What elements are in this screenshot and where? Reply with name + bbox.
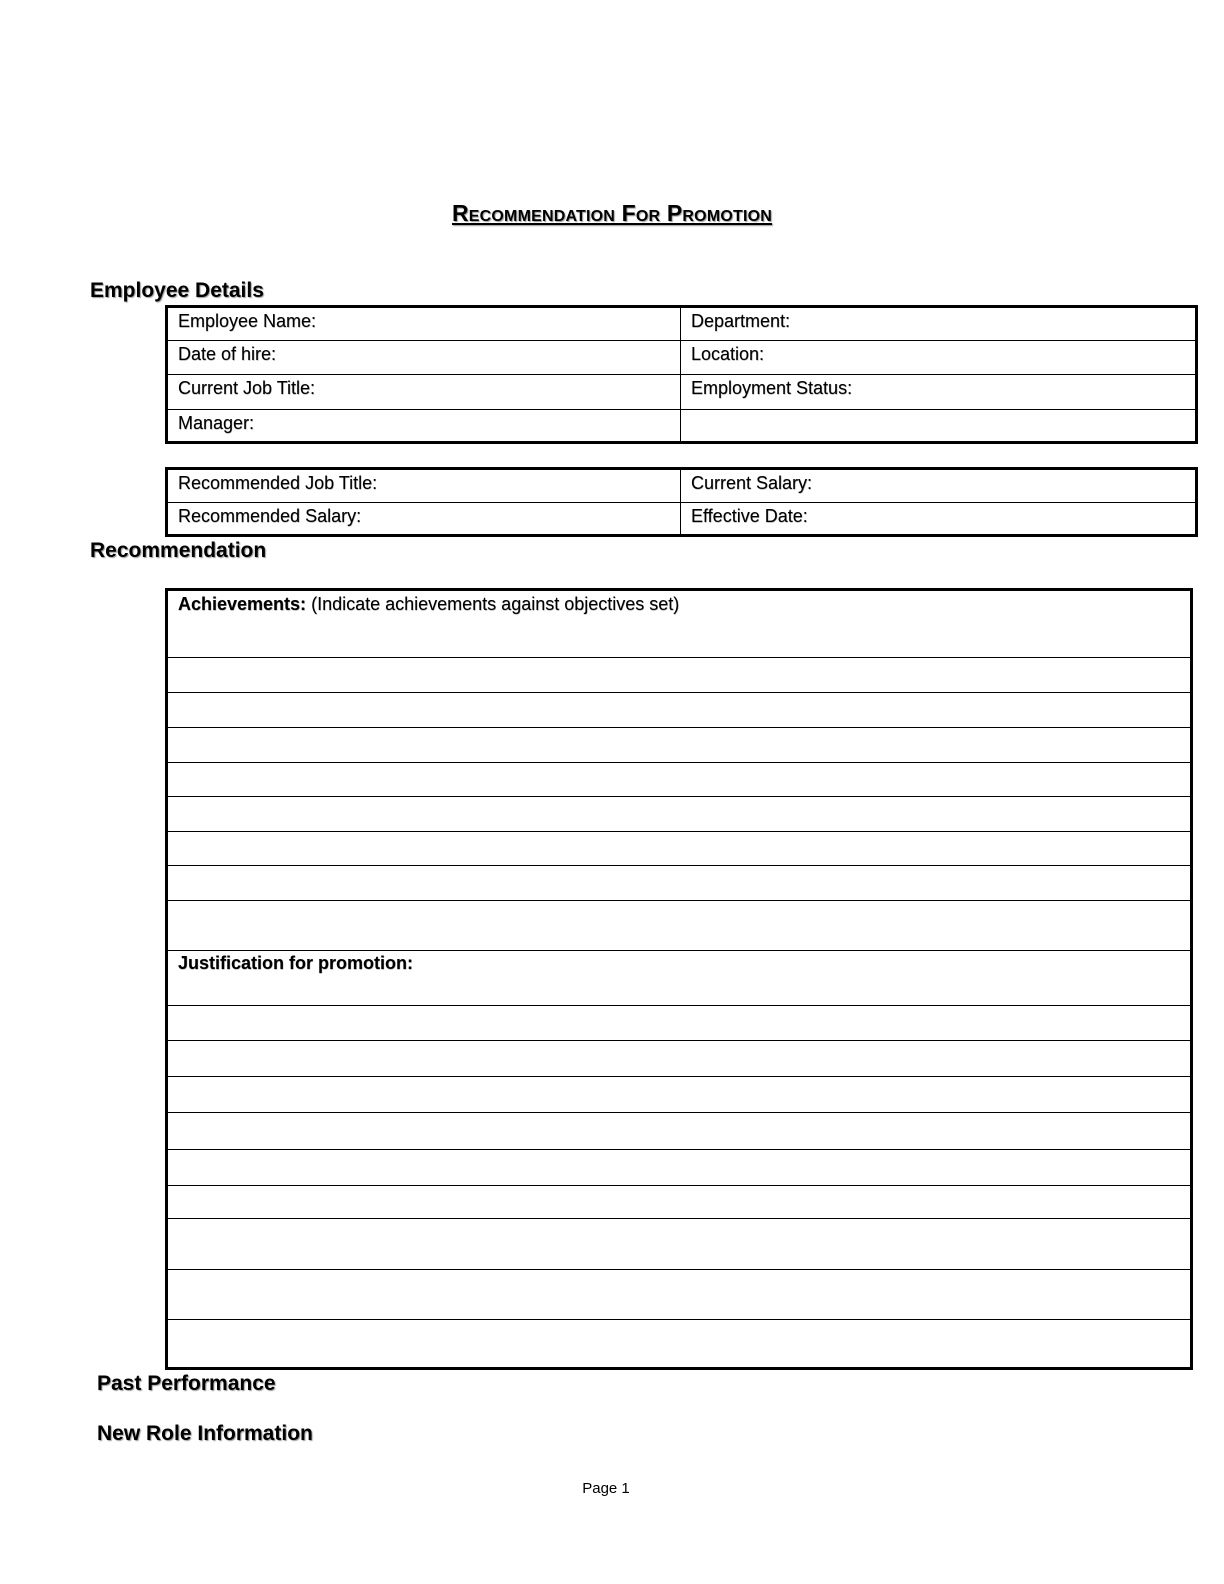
employment-status-field[interactable]: Employment Status: bbox=[691, 378, 853, 398]
writing-line[interactable] bbox=[168, 950, 1190, 951]
writing-line[interactable] bbox=[168, 1005, 1190, 1006]
writing-line[interactable] bbox=[168, 657, 1190, 658]
document-title: Recommendation For Promotion bbox=[451, 200, 773, 226]
table-row bbox=[168, 502, 1195, 537]
writing-line[interactable] bbox=[168, 865, 1190, 866]
writing-line[interactable] bbox=[168, 1112, 1190, 1113]
writing-line[interactable] bbox=[168, 1319, 1190, 1320]
employee-details-table bbox=[165, 305, 1198, 444]
table-row bbox=[168, 470, 1195, 502]
past-performance-heading: Past Performance bbox=[97, 1372, 276, 1395]
empty-field bbox=[681, 410, 1195, 444]
writing-line[interactable] bbox=[168, 1269, 1190, 1270]
effective-date-field[interactable]: Effective Date: bbox=[691, 506, 808, 526]
location-field[interactable]: Location: bbox=[691, 344, 765, 364]
recommended-salary-field[interactable]: Recommended Salary: bbox=[168, 503, 681, 537]
writing-line[interactable] bbox=[168, 900, 1190, 901]
writing-line[interactable] bbox=[168, 1076, 1190, 1077]
achievements-label-bold: Achievements: bbox=[178, 594, 307, 614]
promotion-details-table bbox=[165, 467, 1198, 537]
department-field[interactable]: Department: bbox=[691, 311, 791, 331]
writing-line[interactable] bbox=[168, 1040, 1190, 1041]
new-role-information-heading: New Role Information bbox=[97, 1422, 313, 1445]
achievements-label bbox=[178, 594, 679, 615]
table-row bbox=[168, 409, 1195, 444]
current-job-title-field[interactable]: Current Job Title: bbox=[168, 375, 681, 409]
page-number: Page 1 bbox=[582, 1480, 630, 1497]
table-row bbox=[168, 340, 1195, 374]
writing-line[interactable] bbox=[168, 1218, 1190, 1219]
writing-line[interactable] bbox=[168, 727, 1190, 728]
writing-line[interactable] bbox=[168, 1185, 1190, 1186]
employee-name-field[interactable]: Employee Name: bbox=[168, 308, 681, 340]
writing-line[interactable] bbox=[168, 1149, 1190, 1150]
current-salary-field[interactable]: Current Salary: bbox=[691, 473, 813, 493]
recommended-job-title-field[interactable]: Recommended Job Title: bbox=[168, 470, 681, 502]
employee-details-heading: Employee Details bbox=[90, 279, 264, 302]
table-row bbox=[168, 308, 1195, 340]
table-row bbox=[168, 374, 1195, 409]
recommendation-table bbox=[165, 588, 1193, 1370]
manager-field[interactable]: Manager: bbox=[168, 410, 681, 444]
justification-label-bold: Justification for promotion: bbox=[178, 953, 413, 973]
date-of-hire-field[interactable]: Date of hire: bbox=[168, 341, 681, 374]
achievements-hint: (Indicate achievements against objectives set) bbox=[311, 594, 680, 614]
writing-line[interactable] bbox=[168, 692, 1190, 693]
writing-line[interactable] bbox=[168, 762, 1190, 763]
recommendation-heading: Recommendation bbox=[90, 539, 267, 562]
justification-label bbox=[178, 953, 413, 974]
writing-line[interactable] bbox=[168, 831, 1190, 832]
writing-line[interactable] bbox=[168, 796, 1190, 797]
